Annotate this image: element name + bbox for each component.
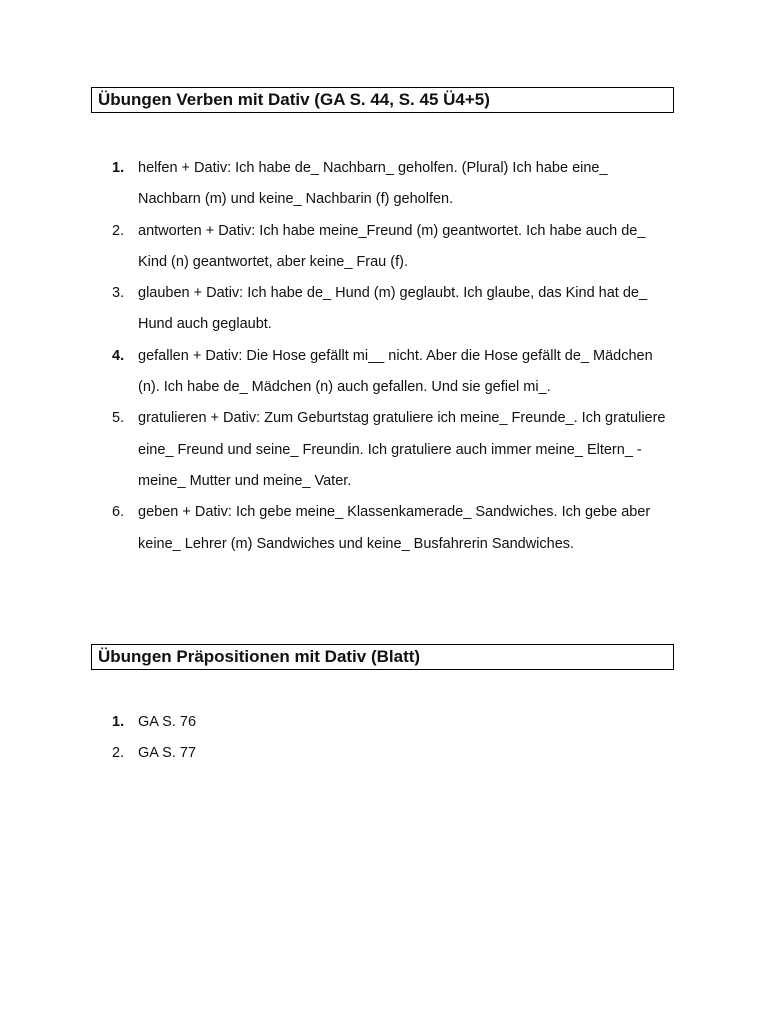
list-item bbox=[0, 341, 672, 404]
item-text: geben + Dativ: Ich gebe meine_ Klassenkamerade_ Sandwiches. Ich gebe aber keine_ Lehrer (m) Sandwiches und keine_ Busfahrerin Sandwiches. bbox=[138, 504, 651, 552]
section-heading-text: Übungen Verben mit Dativ (GA S. 44, S. 45 Ü4+5) bbox=[98, 90, 490, 109]
item-number: 3. bbox=[112, 285, 125, 302]
item-number: 4. bbox=[112, 347, 125, 364]
list-item bbox=[0, 738, 672, 769]
prepositions-exercise-list bbox=[0, 707, 700, 770]
section-heading-prepositions-dative bbox=[91, 644, 674, 670]
item-text: antworten + Dativ: Ich habe meine_Freund (m) geantwortet. Ich habe auch de_ Kind (n) geantwortet, aber keine_ Frau (f). bbox=[138, 222, 646, 270]
item-text: gefallen + Dativ: Die Hose gefällt mi__ nicht. Aber die Hose gefällt de_ Mädchen (n). Ich habe de_ Mädchen (n) auch gefallen. Und sie gefiel mi_. bbox=[138, 347, 653, 396]
section-heading-verbs-dative bbox=[91, 87, 674, 113]
item-text: GA S. 76 bbox=[138, 714, 197, 730]
item-text: helfen + Dativ: Ich habe de_ Nachbarn_ geholfen. (Plural) Ich habe eine_ Nachbarn (m) und keine_ Nachbarin (f) geholfen. bbox=[138, 160, 608, 208]
list-item bbox=[0, 707, 672, 738]
item-number: 1. bbox=[112, 160, 125, 176]
item-text: gratulieren + Dativ: Zum Geburtstag gratuliere ich meine_ Freunde_. Ich gratuliere eine_ Freund und seine_ Freundin. Ich gratuliere auch immer meine_ Eltern_ - meine_ Mutter und meine_ Vater. bbox=[138, 410, 666, 489]
item-text: glauben + Dativ: Ich habe de_ Hund (m) geglaubt. Ich glaube, das Kind hat de_ Hund auch geglaubt. bbox=[138, 285, 648, 333]
item-number: 2. bbox=[112, 745, 125, 762]
item-number: 5. bbox=[112, 410, 125, 427]
item-number: 6. bbox=[112, 504, 125, 521]
list-item bbox=[0, 216, 672, 279]
item-number: 1. bbox=[112, 714, 125, 730]
item-number: 2. bbox=[112, 222, 125, 239]
list-item bbox=[0, 153, 672, 216]
list-item bbox=[0, 278, 672, 341]
item-text: GA S. 77 bbox=[138, 745, 197, 762]
list-item bbox=[0, 403, 672, 497]
list-item bbox=[0, 497, 672, 560]
verbs-exercise-list bbox=[0, 153, 700, 560]
section-heading-text: Übungen Präpositionen mit Dativ (Blatt) bbox=[98, 647, 421, 666]
